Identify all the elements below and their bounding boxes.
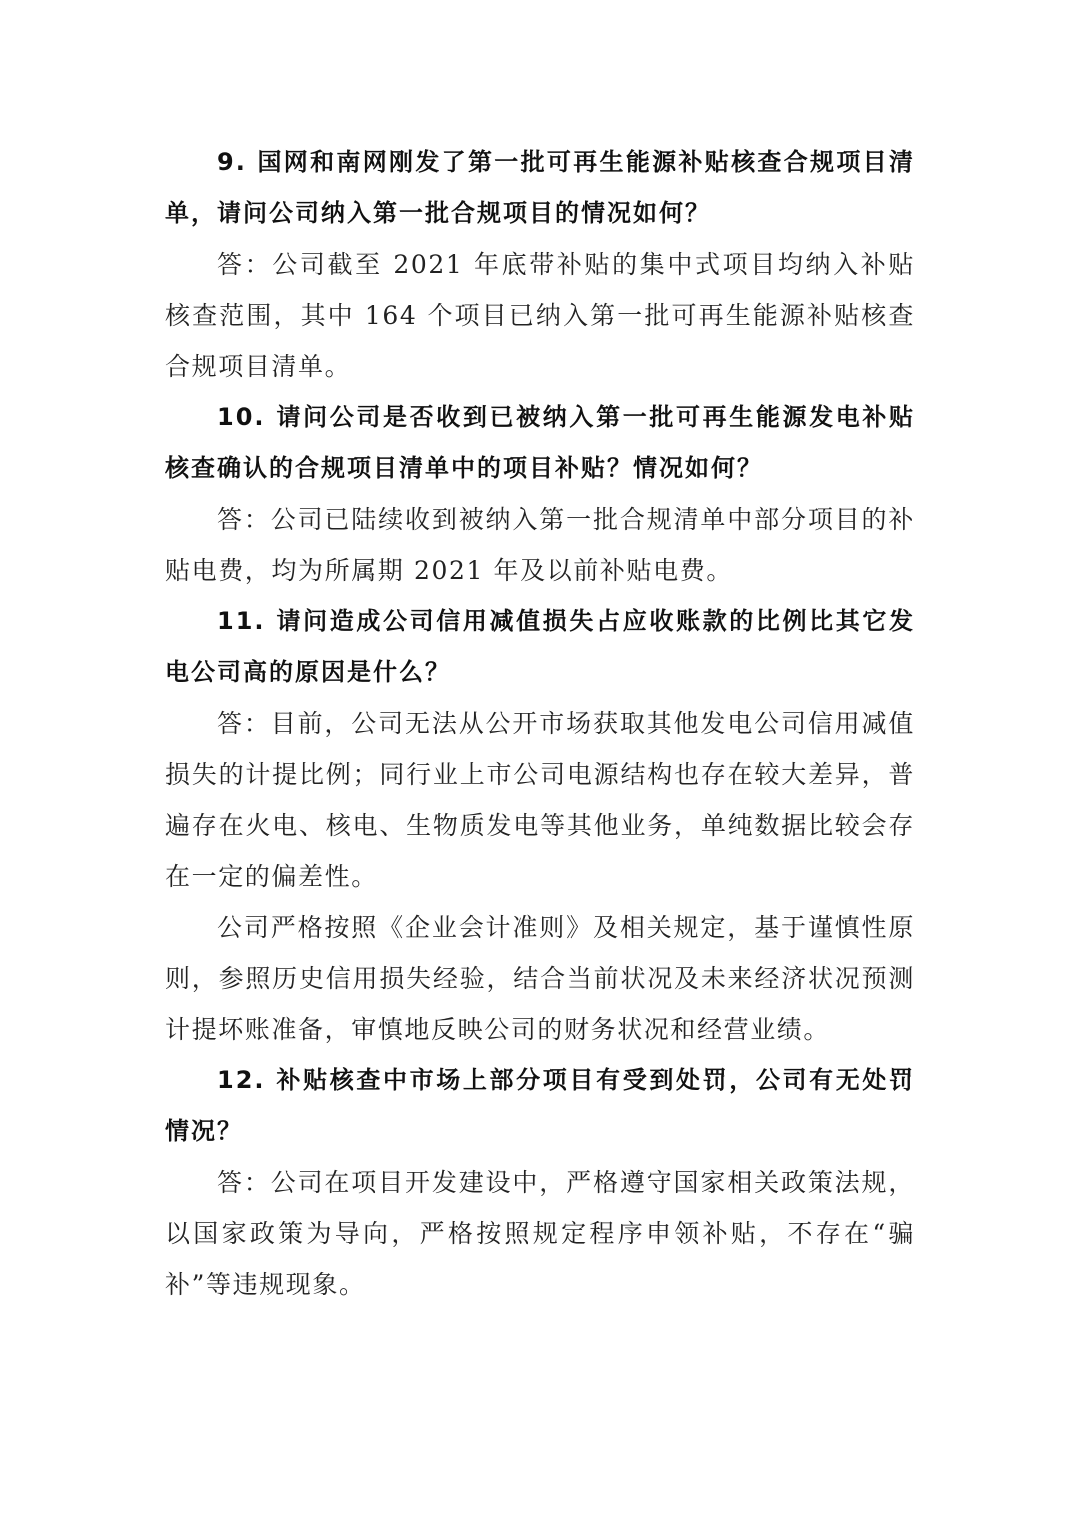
answer-12: 答：公司在项目开发建设中，严格遵守国家相关政策法规，以国家政策为导向，严格按照规定程序申领补贴，不存在“骗补”等违规现象。 <box>165 1168 915 1299</box>
qa-item-11 <box>165 596 915 1055</box>
question-9: 9. 国网和南网刚发了第一批可再生能源补贴核查合规项目清单，请问公司纳入第一批合规项目的情况如何？ <box>165 148 915 227</box>
question-11: 11. 请问造成公司信用减值损失占应收账款的比例比其它发电公司高的原因是什么？ <box>165 607 915 686</box>
question-10: 10. 请问公司是否收到已被纳入第一批可再生能源发电补贴核查确认的合规项目清单中的项目补贴？情况如何？ <box>165 403 915 482</box>
answer-11-part-2: 公司严格按照《企业会计准则》及相关规定，基于谨慎性原则，参照历史信用损失经验，结合当前状况及未来经济状况预测计提坏账准备，审慎地反映公司的财务状况和经营业绩。 <box>165 913 915 1044</box>
answer-10: 答：公司已陆续收到被纳入第一批合规清单中部分项目的补贴电费，均为所属期 2021 年及以前补贴电费。 <box>165 505 915 585</box>
answer-11-part-1: 答：目前，公司无法从公开市场获取其他发电公司信用减值损失的计提比例；同行业上市公司电源结构也存在较大差异，普遍存在火电、核电、生物质发电等其他业务，单纯数据比较会存在一定的偏差性。 <box>165 709 915 891</box>
qa-item-9 <box>165 137 915 392</box>
question-12: 12. 补贴核查中市场上部分项目有受到处罚，公司有无处罚情况？ <box>165 1066 915 1145</box>
qa-item-12 <box>165 1055 915 1310</box>
qa-item-10 <box>165 392 915 596</box>
answer-9: 答：公司截至 2021 年底带补贴的集中式项目均纳入补贴核查范围，其中 164 个项目已纳入第一批可再生能源补贴核查合规项目清单。 <box>165 250 915 381</box>
document-page <box>165 137 915 1310</box>
